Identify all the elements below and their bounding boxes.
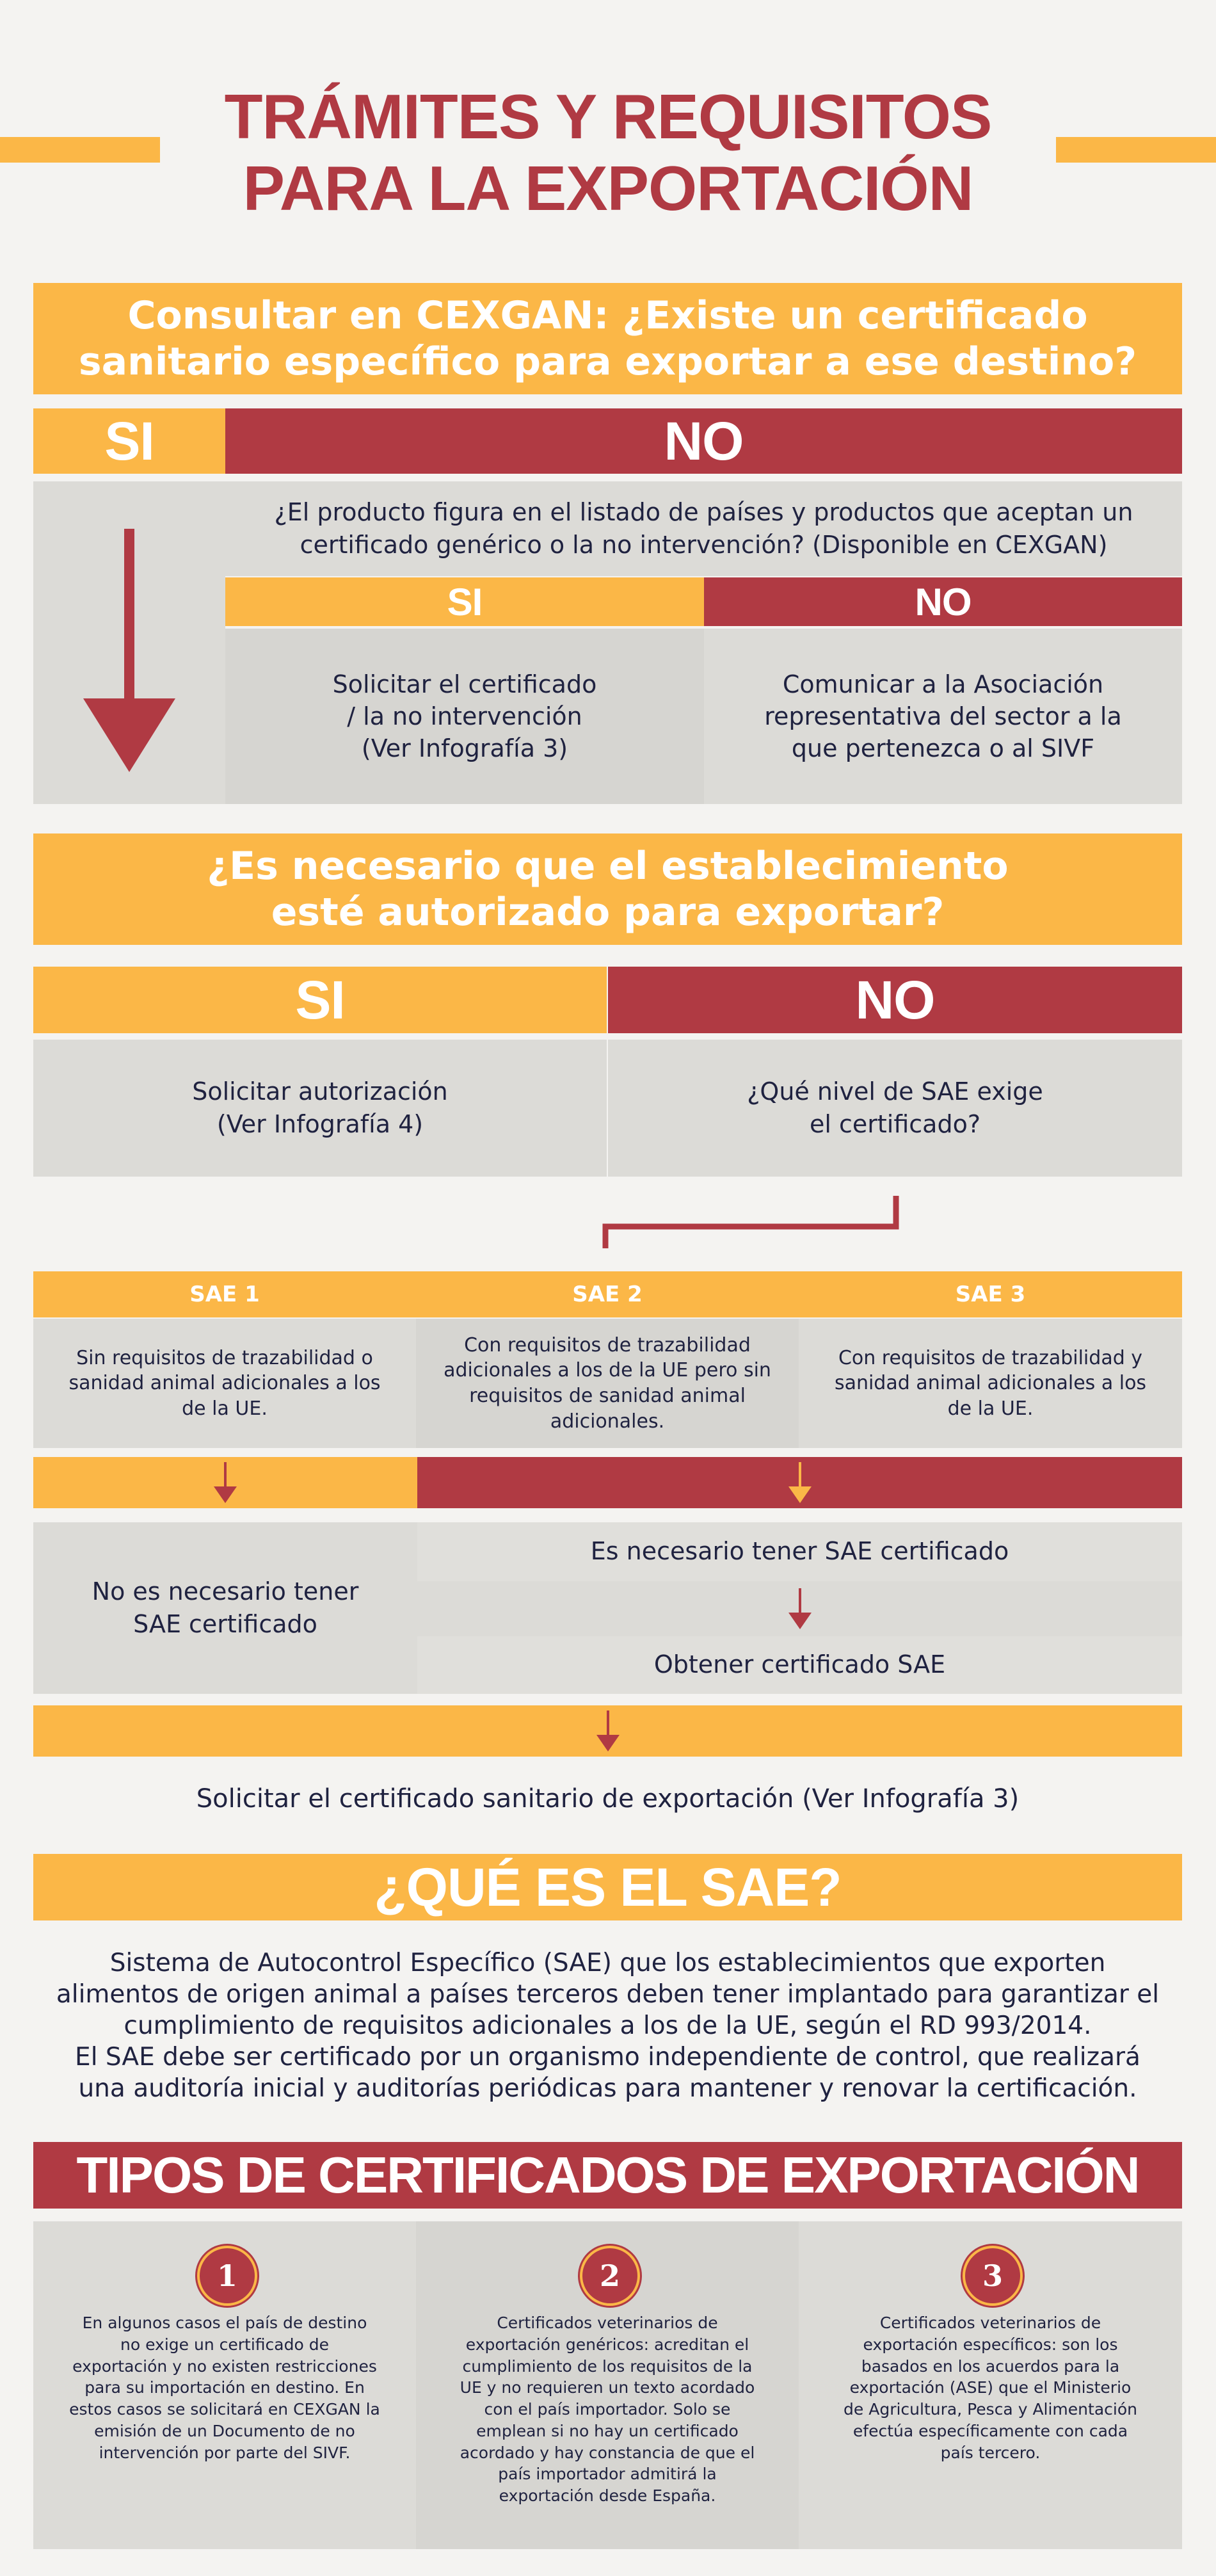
not-required-line-2: SAE certificado: [133, 1610, 317, 1638]
question-2-line-1: ¿Es necesario que el establecimiento: [207, 844, 1009, 889]
sae-2-line-2: adicionales a los de la UE pero sin: [444, 1359, 771, 1382]
cert-2-line: con el país importador. Solo se: [484, 2400, 731, 2419]
title-line-2: PARA LA EXPORTACIÓN: [243, 153, 973, 223]
cert-1-line: exportación y no existen restricciones: [72, 2356, 377, 2376]
title-left-bar: [0, 137, 160, 163]
question-2-yes: [33, 967, 607, 1033]
sub-yes-line-2: / la no intervención: [347, 702, 582, 730]
sae-2-line-1: Con requisitos de trazabilidad: [464, 1333, 751, 1356]
cert-1-line: En algunos casos el país de destino: [82, 2314, 367, 2332]
page-title: [160, 76, 1056, 229]
cert-3-line: basados en los acuerdos para la: [861, 2356, 1120, 2376]
sub-no-line-2: representativa del sector a la: [764, 702, 1122, 730]
cert-2-line: UE y no requieren un texto acordado: [460, 2378, 755, 2397]
sae-2-line-3: requisitos de sanidad animal adicionales.: [469, 1385, 746, 1433]
sae-2-description: [416, 1319, 799, 1448]
number-badge-2: 2: [580, 2246, 640, 2306]
obtain-sae-text: Obtener certificado SAE: [653, 1650, 946, 1679]
down-arrow-icon: [596, 1711, 620, 1751]
obtain-sae-certificate: [417, 1636, 1182, 1694]
sae-required-arrow: [417, 1581, 1182, 1636]
sae-1-line-1: Sin requisitos de trazabilidad o: [76, 1346, 373, 1369]
final-arrow-band: [33, 1705, 1182, 1757]
what-is-sae-heading: ¿QUÉ ES EL SAE?: [374, 1856, 842, 1917]
title-right-bar: [1056, 137, 1216, 163]
q2-yes-line-2: (Ver Infografía 4): [216, 1110, 424, 1138]
question-2-no: [608, 967, 1182, 1033]
cert-3-line: exportación (ASE) que el Ministerio: [849, 2378, 1132, 2397]
cert-2-line: país importador admitirá la: [498, 2465, 717, 2484]
what-is-sae-banner: [33, 1854, 1182, 1920]
sae-3-line-1: Con requisitos de trazabilidad y: [838, 1346, 1143, 1369]
sub-no-line-3: que pertenezca o al SIVF: [791, 734, 1095, 762]
cert-types-heading: TIPOS DE CERTIFICADOS DE EXPORTACIÓN: [76, 2146, 1139, 2203]
down-arrow-icon: [788, 1588, 812, 1629]
big-down-arrow-icon: [83, 529, 175, 772]
sae-1-arrow-band: [33, 1457, 417, 1508]
cert-2-line: exportación desde España.: [499, 2486, 716, 2505]
number-badge-1: 1: [197, 2246, 257, 2306]
sub-question-no-result: [704, 629, 1182, 804]
cert-1-line: estos casos se solicitará en CEXGAN la: [69, 2400, 380, 2419]
sae-description-line-4: El SAE debe ser certificado por un organismo independiente de control, que realizará: [75, 2042, 1140, 2072]
sae-1-label: SAE 1: [189, 1282, 260, 1307]
sae-3-description: [799, 1319, 1182, 1448]
cert-2-line: emplean si no hay un certificado: [476, 2421, 739, 2440]
q2-yes-line-1: Solicitar autorización: [192, 1077, 448, 1106]
final-step-text: Solicitar el certificado sanitario de exportación (Ver Infografía 3): [196, 1784, 1020, 1814]
question-1-yes-label: SI: [104, 410, 154, 471]
cert-1-line: intervención por parte del SIVF.: [99, 2443, 351, 2462]
sae-2-label: SAE 2: [572, 1282, 643, 1307]
cert-3-line: exportación específicos: son los: [863, 2335, 1118, 2354]
sub-yes-line-3: (Ver Infografía 3): [361, 734, 568, 762]
what-is-sae-description: [33, 1942, 1182, 2109]
question-2-yes-result: [33, 1040, 607, 1177]
cert-1-line: emisión de un Documento de no: [94, 2421, 355, 2440]
sub-question-no: [704, 577, 1182, 626]
cert-2-line: cumplimiento de los requisitos de la: [462, 2356, 753, 2376]
sae-1-line-3: de la UE.: [182, 1397, 268, 1420]
sub-no-line-1: Comunicar a la Asociación: [782, 670, 1104, 698]
question-1-banner: [33, 283, 1182, 394]
sae-1-header: [33, 1271, 416, 1317]
sae-description-line-3: cumplimiento de requisitos adicionales a los de la UE, según el RD 993/2014.: [124, 2011, 1092, 2040]
q2-no-line-2: el certificado?: [809, 1110, 981, 1138]
question-2-yes-label: SI: [295, 969, 345, 1030]
question-1-yes: [33, 408, 225, 474]
sae-1-line-2: sanidad animal adicionales a los: [68, 1372, 381, 1395]
final-step: [33, 1773, 1182, 1824]
question-1-line-1: Consultar en CEXGAN: ¿Existe un certificado: [127, 293, 1088, 338]
question-2-no-result: [608, 1040, 1182, 1177]
sub-question-yes: [225, 577, 704, 626]
question-1-line-2: sanitario específico para exportar a ese destino?: [78, 339, 1137, 384]
sae-2-3-arrow-band: [417, 1457, 1182, 1508]
sae-description-line-1: Sistema de Autocontrol Específico (SAE) que los establecimientos que exporten: [109, 1948, 1106, 1977]
q2-no-line-1: ¿Qué nivel de SAE exige: [747, 1077, 1043, 1106]
question-1-sub-question: [225, 481, 1182, 576]
cert-types-banner: [33, 2142, 1182, 2209]
sae-3-line-3: de la UE.: [947, 1397, 1034, 1420]
cert-3-line: país tercero.: [940, 2443, 1041, 2462]
sub-yes-line-1: Solicitar el certificado: [332, 670, 597, 698]
sae-description-line-5: una auditoría inicial y auditorías periódicas para mantener y renovar la certificación.: [78, 2073, 1137, 2103]
question-1-no: [225, 408, 1182, 474]
cert-2-line: acordado y hay constancia de que el: [460, 2443, 755, 2462]
cert-type-3: [799, 2221, 1182, 2549]
sub-question-line-1: ¿El producto figura en el listado de países y productos que aceptan un: [274, 497, 1133, 526]
question-1-no-label: NO: [664, 410, 744, 471]
question-2-line-2: esté autorizado para exportar?: [271, 890, 945, 935]
number-badge-3: 3: [963, 2246, 1023, 2306]
connector-line: [602, 1193, 902, 1248]
cert-2-line: exportación genéricos: acreditan el: [465, 2335, 749, 2354]
sae-required: [417, 1522, 1182, 1581]
sae-required-text: Es necesario tener SAE certificado: [590, 1537, 1009, 1566]
question-2-banner: [33, 833, 1182, 945]
cert-2-line: Certificados veterinarios de: [497, 2314, 718, 2332]
sae-description-line-2: alimentos de origen animal a países terceros deben tener implantado para garantizar el: [56, 1979, 1160, 2009]
sae-3-header: [799, 1271, 1182, 1317]
cert-3-line: efectúa específicamente con cada: [852, 2421, 1128, 2440]
sae-not-required: [33, 1522, 417, 1694]
sub-question-yes-result: [225, 629, 704, 804]
cert-1-line: no exige un certificado de: [120, 2335, 329, 2354]
question-2-no-label: NO: [855, 969, 935, 1030]
down-arrow-icon: [788, 1462, 812, 1503]
not-required-line-1: No es necesario tener: [92, 1577, 359, 1606]
sae-3-label: SAE 3: [955, 1282, 1026, 1307]
cert-3-line: Certificados veterinarios de: [879, 2314, 1101, 2332]
title-line-1: TRÁMITES Y REQUISITOS: [224, 81, 992, 152]
down-arrow-icon: [214, 1462, 237, 1503]
cert-type-2: [416, 2221, 799, 2549]
sub-question-line-2: certificado genérico o la no intervención? (Disponible en CEXGAN): [300, 531, 1108, 559]
sub-question-no-label: NO: [915, 580, 972, 624]
sae-1-description: [33, 1319, 416, 1448]
sae-2-header: [416, 1271, 799, 1317]
sae-3-line-2: sanidad animal adicionales a los: [834, 1372, 1147, 1395]
cert-3-line: de Agricultura, Pesca y Alimentación: [844, 2400, 1137, 2419]
sub-question-yes-label: SI: [447, 580, 483, 624]
cert-type-1: [33, 2221, 416, 2549]
cert-1-line: para su importación en destino. En: [84, 2378, 365, 2397]
